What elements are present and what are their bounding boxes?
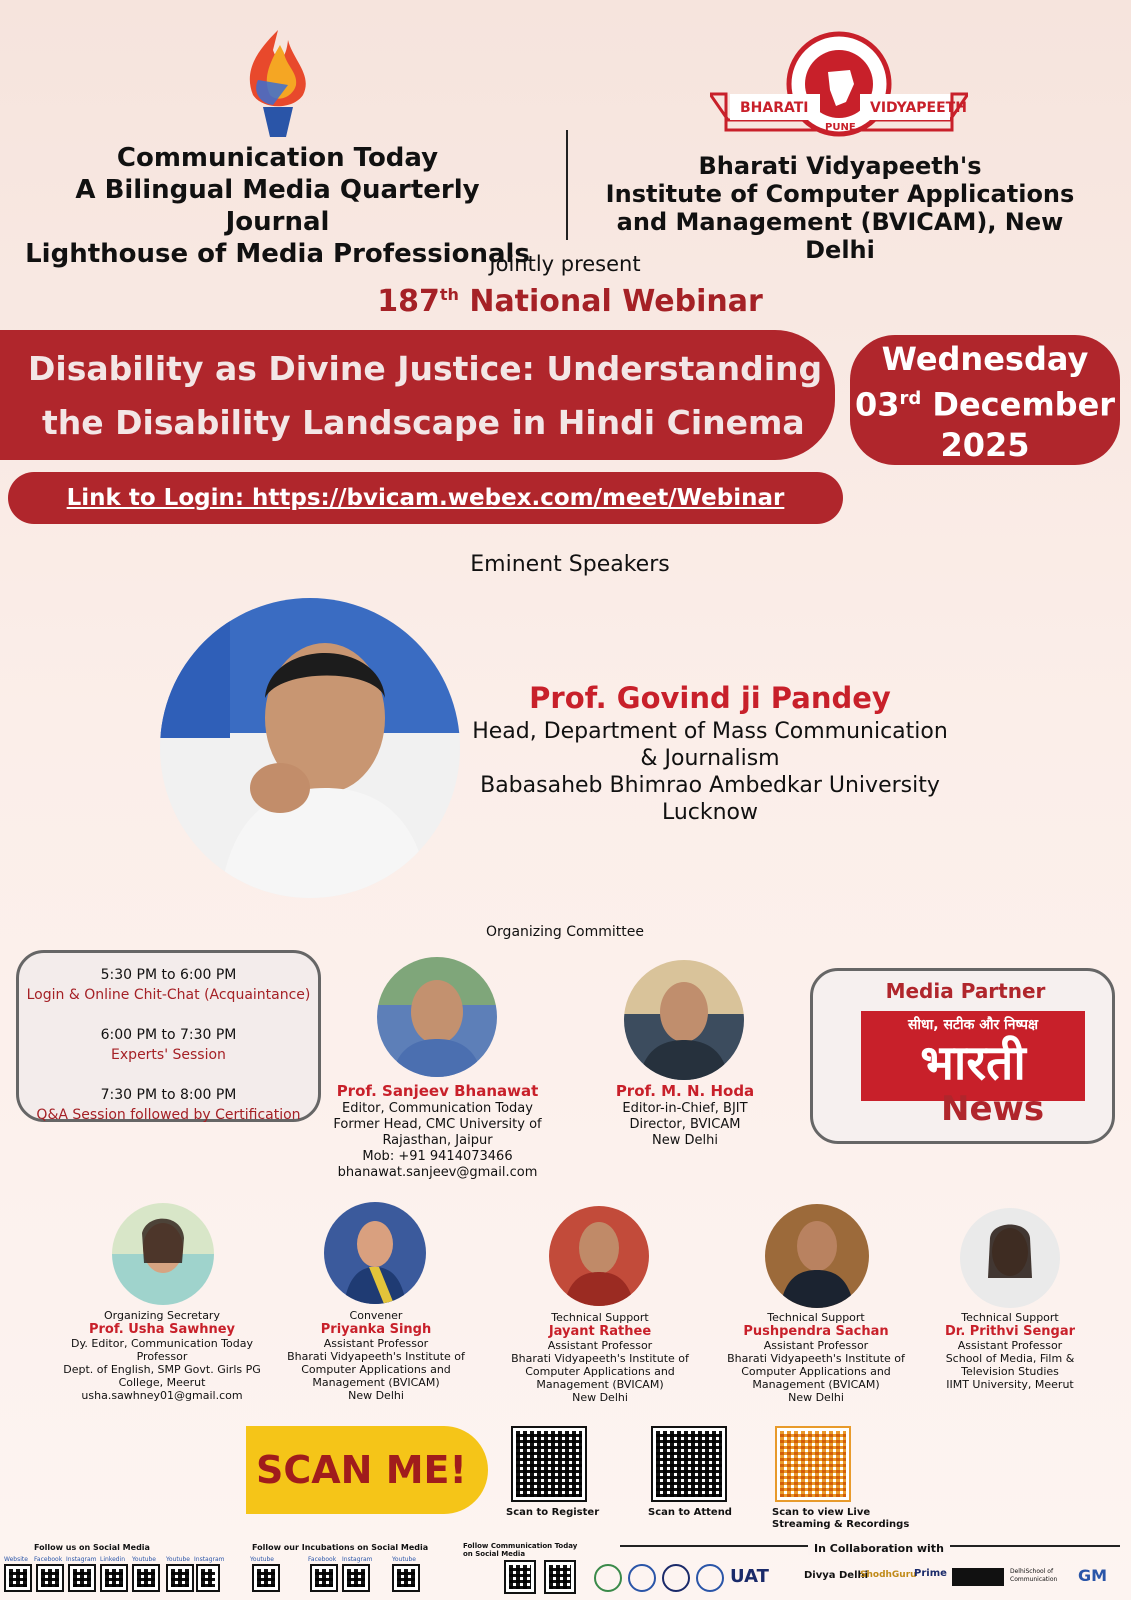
date-month: December <box>921 385 1116 424</box>
left-org-line2: A Bilingual Media Quarterly Journal <box>75 175 480 237</box>
webinar-heading <box>330 284 810 319</box>
bhanawat-info <box>320 1082 555 1181</box>
team-card-jayant <box>500 1311 700 1404</box>
team-line: New Delhi <box>348 1389 404 1402</box>
date-sup: rd <box>899 388 922 409</box>
team-line: Television Studies <box>961 1365 1059 1378</box>
speaker-name: Prof. Govind ji Pandey <box>529 681 891 715</box>
organizing-committee: Organizing Committee <box>486 924 644 940</box>
speaker-line4: Lucknow <box>661 800 759 825</box>
right-org-line3: and Management (BVICAM), New Delhi <box>616 208 1064 264</box>
hoda-name: Prof. M. N. Hoda <box>615 1082 755 1100</box>
bhanawat-line4: Mob: +91 9414073466 <box>362 1149 513 1164</box>
team-line: Dept. of English, SMP Govt. Girls PG <box>63 1363 261 1376</box>
qr-attend[interactable] <box>653 1428 725 1500</box>
media-tagline: सीधा, सटीक और निष्पक्ष <box>907 1017 1039 1033</box>
left-org-line1: Communication Today <box>116 143 439 173</box>
incubation-item: Facebook <box>308 1556 337 1563</box>
partner-prime: Prime <box>914 1568 947 1579</box>
incubation-item: Youtube <box>392 1556 416 1563</box>
jointly-present: Jointly present <box>489 252 641 276</box>
schedule-item <box>19 1085 318 1125</box>
social-qr[interactable] <box>38 1566 62 1590</box>
header-divider <box>566 130 568 240</box>
collab-label: In Collaboration with <box>808 1542 950 1555</box>
hoda-info <box>590 1082 780 1149</box>
qr-live[interactable] <box>777 1428 849 1500</box>
logo-pune: PUNE <box>825 122 856 133</box>
ct-qr[interactable] <box>546 1562 574 1592</box>
team-line: Assistant Professor <box>957 1339 1063 1352</box>
bhanawat-line5: bhanawat.sanjeev@gmail.com <box>337 1165 538 1180</box>
team-name: Prof. Usha Sawhney <box>88 1322 236 1337</box>
webinar-number: 187 <box>377 284 440 319</box>
bhanawat-line2: Former Head, CMC University of <box>333 1117 542 1132</box>
logo-text-left: BHARATI <box>740 100 809 116</box>
social-item: Instagram <box>66 1556 97 1563</box>
team-role: Organizing Secretary <box>104 1309 220 1322</box>
social-qr[interactable] <box>102 1566 126 1590</box>
schedule-event: Q&A Session followed by Certification <box>36 1107 301 1123</box>
partner-seal-icon <box>628 1564 656 1592</box>
team-line: Computer Applications and <box>301 1363 451 1376</box>
team-line: College, Meerut <box>118 1376 206 1389</box>
team-line: School of Media, Film & <box>945 1352 1075 1365</box>
team-line: Management (BVICAM) <box>536 1378 664 1391</box>
social-item: Youtube <box>132 1556 156 1563</box>
scan-me-banner <box>246 1426 488 1514</box>
social-item: Youtube <box>166 1556 190 1563</box>
incubation-item: Youtube <box>250 1556 274 1563</box>
footer-social-label: Follow us on Social Media <box>34 1543 150 1552</box>
team-card-prithvi <box>920 1311 1100 1391</box>
social-item: Linkedin <box>100 1556 126 1563</box>
team-photo-pushpendra <box>765 1204 869 1308</box>
team-photo-usha <box>112 1203 214 1305</box>
social-qr[interactable] <box>70 1566 94 1590</box>
partner-divya: Divya Delhi <box>804 1570 869 1581</box>
partner-uat: UAT <box>730 1566 769 1587</box>
schedule-event: Login & Online Chit-Chat (Acquaintance) <box>26 987 311 1003</box>
team-role: Technical Support <box>961 1311 1059 1324</box>
team-line: Management (BVICAM) <box>312 1376 440 1389</box>
footer-incubation-row <box>250 1556 450 1596</box>
team-line: New Delhi <box>788 1391 844 1404</box>
torch-logo <box>238 25 318 140</box>
team-line: New Delhi <box>572 1391 628 1404</box>
schedule-time: 6:00 PM to 7:30 PM <box>100 1027 237 1043</box>
team-card-priyanka <box>276 1309 476 1402</box>
incubation-qr[interactable] <box>254 1566 278 1590</box>
partner-dark-logo <box>952 1568 1004 1586</box>
team-line: Assistant Professor <box>547 1339 653 1352</box>
eminent-speakers: Eminent Speakers <box>470 552 670 577</box>
media-news: News <box>941 1089 1045 1129</box>
team-name: Jayant Rathee <box>548 1324 652 1339</box>
team-line: Bharati Vidyapeeth's Institute of <box>511 1352 689 1365</box>
speaker-line3: Babasaheb Bhimrao Ambedkar University <box>480 773 940 798</box>
team-line: usha.sawhney01@gmail.com <box>81 1389 243 1402</box>
incubation-qr[interactable] <box>344 1566 368 1590</box>
team-line: Bharati Vidyapeeth's Institute of <box>727 1352 905 1365</box>
webinar-sup: th <box>439 285 459 304</box>
team-line: Dy. Editor, Communication Today <box>71 1337 253 1350</box>
footer-ct-label: Follow Communication Today on Social Media <box>463 1542 578 1558</box>
team-line: Professor <box>136 1350 188 1363</box>
team-name: Dr. Prithvi Sengar <box>944 1324 1076 1339</box>
right-org-block <box>585 152 1095 264</box>
bhanawat-photo <box>377 957 497 1077</box>
qr-attend-label: Scan to Attend <box>648 1507 732 1518</box>
webinar-rest: National Webinar <box>458 284 763 319</box>
partner-seal-icon <box>662 1564 690 1592</box>
date-badge <box>850 335 1120 465</box>
ct-qr[interactable] <box>506 1562 534 1592</box>
team-line: Assistant Professor <box>323 1337 429 1350</box>
social-qr[interactable] <box>168 1566 192 1590</box>
qr-live-label: Scan to view Live Streaming & Recordings <box>772 1507 910 1530</box>
team-line: Management (BVICAM) <box>752 1378 880 1391</box>
login-link-bar[interactable] <box>8 472 843 524</box>
incubation-qr[interactable] <box>312 1566 336 1590</box>
bhanawat-line1: Editor, Communication Today <box>342 1101 533 1116</box>
team-line: Bharati Vidyapeeth's Institute of <box>287 1350 465 1363</box>
bharati-vidyapeeth-logo <box>710 22 968 140</box>
team-photo-jayant <box>549 1206 649 1306</box>
schedule-item <box>19 965 318 1005</box>
date-line <box>850 379 1120 425</box>
partner-shodhguru: ShodhGuru <box>860 1570 917 1580</box>
schedule-event: Experts' Session <box>111 1047 226 1063</box>
schedule-box <box>16 950 321 1122</box>
team-photo-priyanka <box>324 1202 426 1304</box>
team-name: Pushpendra Sachan <box>743 1324 889 1339</box>
partner-seal-icon <box>696 1564 724 1592</box>
team-card-usha <box>62 1309 262 1402</box>
hoda-line2: Director, BVICAM <box>629 1117 741 1132</box>
hoda-line1: Editor-in-Chief, BJIT <box>622 1101 748 1116</box>
hoda-photo <box>624 960 744 1080</box>
incubation-item: Instagram <box>342 1556 373 1563</box>
bhanawat-line3: Rajasthan, Jaipur <box>382 1133 493 1148</box>
team-card-pushpendra <box>716 1311 916 1404</box>
footer-social-row <box>4 1556 225 1596</box>
team-name: Priyanka Singh <box>320 1322 432 1337</box>
social-qr[interactable] <box>134 1566 158 1590</box>
social-qr[interactable] <box>6 1566 30 1590</box>
team-line: IIMT University, Meerut <box>946 1378 1074 1391</box>
left-org-block <box>20 142 535 270</box>
right-org-line2: Institute of Computer Applications <box>605 180 1075 208</box>
right-org-line1: Bharati Vidyapeeth's <box>698 152 982 180</box>
social-item: Instagram <box>194 1556 225 1563</box>
media-brand: भारती <box>920 1035 1026 1091</box>
partner-delhischool: DelhiSchool of Communication <box>1010 1568 1058 1583</box>
logo-text-right: VIDYAPEETH <box>870 100 967 116</box>
social-item: Facebook <box>34 1556 63 1563</box>
date-year: 2025 <box>940 425 1030 464</box>
bhanawat-name: Prof. Sanjeev Bhanawat <box>336 1082 539 1100</box>
left-org-line3: Lighthouse of Media Professionals <box>25 239 530 269</box>
qr-register[interactable] <box>513 1428 585 1500</box>
schedule-time: 5:30 PM to 6:00 PM <box>100 967 237 983</box>
date-num: 03 <box>854 385 900 424</box>
speaker-photo <box>160 598 460 898</box>
title-line1: Disability as Divine Justice: Understanding <box>28 349 823 388</box>
team-photo-prithvi <box>960 1208 1060 1308</box>
partner-seal-icon <box>594 1564 622 1592</box>
hoda-line3: New Delhi <box>652 1133 718 1148</box>
speaker-line2: & Journalism <box>640 746 780 771</box>
team-line: Computer Applications and <box>741 1365 891 1378</box>
partner-gm: GM <box>1078 1566 1108 1585</box>
team-role: Technical Support <box>551 1311 649 1324</box>
schedule-time: 7:30 PM to 8:00 PM <box>100 1087 237 1103</box>
team-role: Technical Support <box>767 1311 865 1324</box>
collab-logos <box>594 1560 1129 1596</box>
title-line2: the Disability Landscape in Hindi Cinema <box>42 403 805 442</box>
social-item: Website <box>4 1556 28 1563</box>
footer-incubation-label: Follow our Incubations on Social Media <box>252 1543 429 1552</box>
media-partner-box <box>810 968 1115 1144</box>
speaker-info <box>470 678 950 826</box>
scan-me-text: SCAN ME! <box>256 1448 467 1492</box>
qr-register-label: Scan to Register <box>506 1507 600 1518</box>
team-line: Assistant Professor <box>763 1339 869 1352</box>
title-banner <box>0 330 835 460</box>
schedule-item <box>19 1025 318 1065</box>
team-role: Convener <box>349 1309 403 1322</box>
bharati-news-logo <box>861 1011 1085 1101</box>
team-line: Computer Applications and <box>525 1365 675 1378</box>
login-link[interactable]: Link to Login: https://bvicam.webex.com/meet/Webinar <box>66 485 785 511</box>
date-day: Wednesday <box>881 340 1089 378</box>
speaker-line1: Head, Department of Mass Communication <box>472 719 948 744</box>
incubation-qr[interactable] <box>394 1566 418 1590</box>
social-qr[interactable] <box>198 1566 218 1590</box>
media-partner-label: Media Partner <box>885 979 1046 1003</box>
